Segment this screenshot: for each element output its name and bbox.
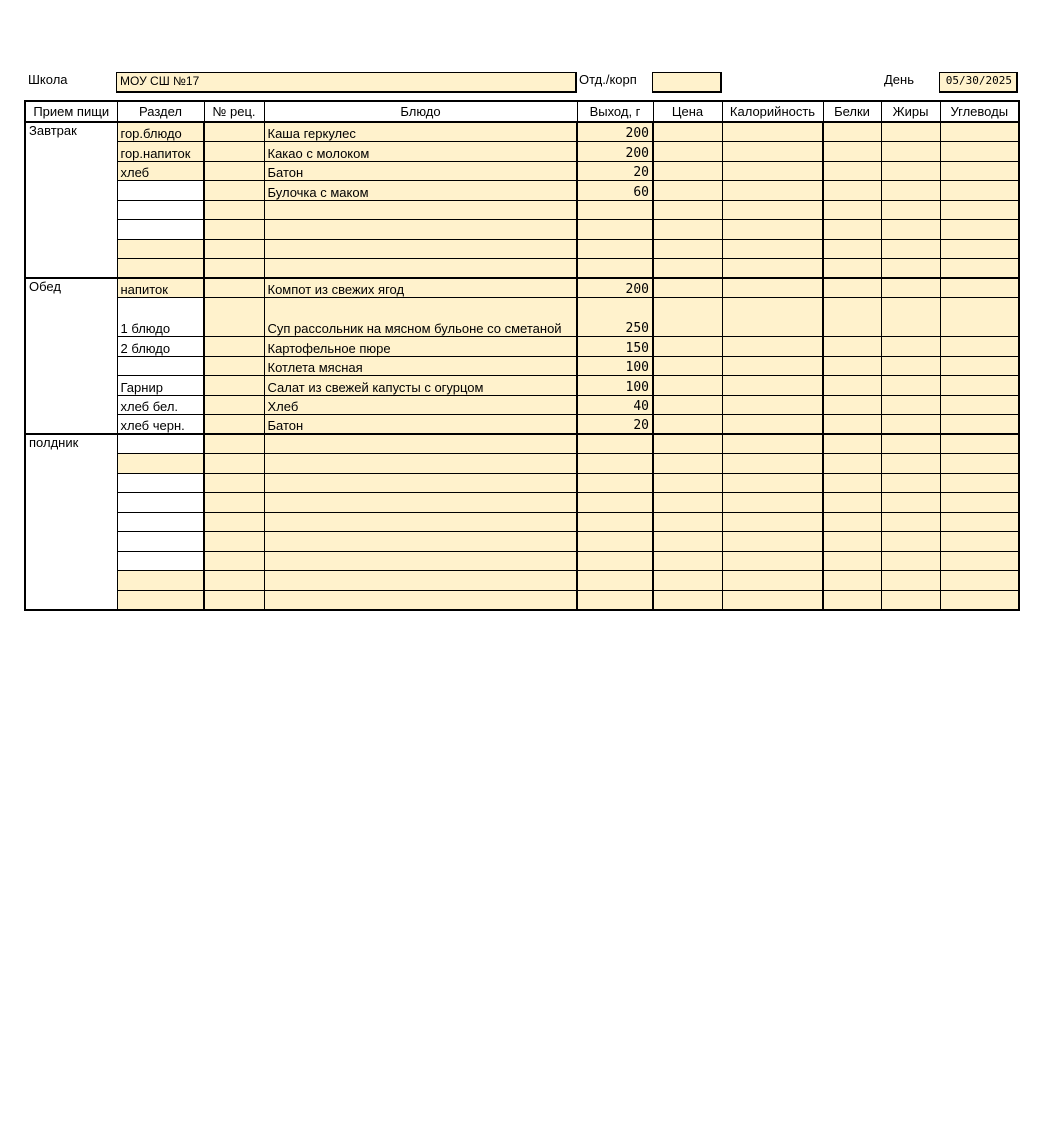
section-cell[interactable]: Гарнир [117, 376, 204, 396]
carbs-cell[interactable] [940, 590, 1019, 610]
section-cell[interactable]: хлеб черн. [117, 415, 204, 435]
section-cell[interactable]: хлеб бел. [117, 395, 204, 415]
calories-cell[interactable] [722, 181, 823, 201]
price-cell[interactable] [653, 259, 722, 279]
table-row [25, 259, 1019, 279]
table-row [25, 239, 1019, 259]
price-cell[interactable] [653, 473, 722, 493]
output-cell[interactable] [577, 512, 653, 532]
calories-cell[interactable] [722, 278, 823, 298]
proteins-cell[interactable] [823, 376, 881, 396]
calories-cell[interactable] [722, 142, 823, 162]
recipe-no-cell[interactable] [204, 415, 264, 435]
section-cell[interactable] [117, 434, 204, 454]
section-cell[interactable]: хлеб [117, 161, 204, 181]
col-header-meal: Прием пищи [25, 101, 117, 122]
fats-cell[interactable] [881, 337, 940, 357]
table-row [25, 376, 1019, 396]
fats-cell[interactable] [881, 532, 940, 552]
output-cell[interactable] [577, 590, 653, 610]
proteins-cell[interactable] [823, 434, 881, 454]
recipe-no-cell[interactable] [204, 161, 264, 181]
recipe-no-cell[interactable] [204, 571, 264, 591]
carbs-cell[interactable] [940, 415, 1019, 435]
carbs-cell[interactable] [940, 376, 1019, 396]
calories-cell[interactable] [722, 551, 823, 571]
output-cell[interactable]: 20 [577, 415, 653, 435]
recipe-no-cell[interactable] [204, 220, 264, 240]
fats-cell[interactable] [881, 220, 940, 240]
proteins-cell[interactable] [823, 473, 881, 493]
dish-cell[interactable] [264, 532, 577, 552]
table-row [25, 493, 1019, 513]
fats-cell[interactable] [881, 356, 940, 376]
recipe-no-cell[interactable] [204, 512, 264, 532]
carbs-cell[interactable] [940, 259, 1019, 279]
calories-cell[interactable] [722, 122, 823, 142]
table-row [25, 161, 1019, 181]
fats-cell[interactable] [881, 415, 940, 435]
dish-cell[interactable]: Хлеб [264, 395, 577, 415]
calories-cell[interactable] [722, 200, 823, 220]
carbs-cell[interactable] [940, 298, 1019, 337]
proteins-cell[interactable] [823, 278, 881, 298]
proteins-cell[interactable] [823, 200, 881, 220]
col-header-dish: Блюдо [264, 101, 577, 122]
section-cell[interactable] [117, 239, 204, 259]
output-cell[interactable] [577, 239, 653, 259]
table-row [25, 571, 1019, 591]
calories-cell[interactable] [722, 434, 823, 454]
table-row [25, 122, 1019, 142]
output-cell[interactable] [577, 532, 653, 552]
dept-label: Отд./корп [579, 72, 637, 87]
recipe-no-cell[interactable] [204, 454, 264, 474]
carbs-cell[interactable] [940, 571, 1019, 591]
col-header-proteins: Белки [823, 101, 881, 122]
table-row [25, 532, 1019, 552]
proteins-cell[interactable] [823, 161, 881, 181]
table-row [25, 473, 1019, 493]
table-row [25, 220, 1019, 240]
table-row [25, 298, 1019, 337]
section-cell[interactable]: гор.напиток [117, 142, 204, 162]
carbs-cell[interactable] [940, 181, 1019, 201]
school-label: Школа [28, 72, 68, 87]
col-header-price: Цена [653, 101, 722, 122]
table-row [25, 415, 1019, 435]
fats-cell[interactable] [881, 571, 940, 591]
price-cell[interactable] [653, 493, 722, 513]
recipe-no-cell[interactable] [204, 356, 264, 376]
fats-cell[interactable] [881, 434, 940, 454]
table-row [25, 278, 1019, 298]
output-cell[interactable] [577, 551, 653, 571]
dish-cell[interactable]: Какао с молоком [264, 142, 577, 162]
price-cell[interactable] [653, 298, 722, 337]
proteins-cell[interactable] [823, 142, 881, 162]
fats-cell[interactable] [881, 142, 940, 162]
dish-cell[interactable]: Батон [264, 415, 577, 435]
dish-cell[interactable]: Суп рассольник на мясном бульоне со сметаной [264, 298, 577, 337]
recipe-no-cell[interactable] [204, 395, 264, 415]
output-cell[interactable]: 40 [577, 395, 653, 415]
proteins-cell[interactable] [823, 259, 881, 279]
section-cell[interactable] [117, 454, 204, 474]
section-cell[interactable] [117, 532, 204, 552]
proteins-cell[interactable] [823, 571, 881, 591]
carbs-cell[interactable] [940, 454, 1019, 474]
price-cell[interactable] [653, 376, 722, 396]
table-row [25, 551, 1019, 571]
col-header-section: Раздел [117, 101, 204, 122]
section-cell[interactable] [117, 220, 204, 240]
proteins-cell[interactable] [823, 356, 881, 376]
dish-cell[interactable]: Салат из свежей капусты с огурцом [264, 376, 577, 396]
output-cell[interactable] [577, 571, 653, 591]
price-cell[interactable] [653, 220, 722, 240]
col-header-carbs: Углеводы [940, 101, 1019, 122]
carbs-cell[interactable] [940, 239, 1019, 259]
carbs-cell[interactable] [940, 356, 1019, 376]
output-cell[interactable] [577, 434, 653, 454]
recipe-no-cell[interactable] [204, 122, 264, 142]
fats-cell[interactable] [881, 473, 940, 493]
carbs-cell[interactable] [940, 512, 1019, 532]
table-row [25, 200, 1019, 220]
price-cell[interactable] [653, 434, 722, 454]
price-cell[interactable] [653, 200, 722, 220]
carbs-cell[interactable] [940, 220, 1019, 240]
calories-cell[interactable] [722, 473, 823, 493]
output-cell[interactable] [577, 259, 653, 279]
col-header-output: Выход, г [577, 101, 653, 122]
dish-cell[interactable] [264, 493, 577, 513]
price-cell[interactable] [653, 395, 722, 415]
price-cell[interactable] [653, 337, 722, 357]
output-cell[interactable]: 100 [577, 356, 653, 376]
calories-cell[interactable] [722, 337, 823, 357]
dish-cell[interactable]: Каша геркулес [264, 122, 577, 142]
price-cell[interactable] [653, 181, 722, 201]
recipe-no-cell[interactable] [204, 551, 264, 571]
dish-cell[interactable] [264, 220, 577, 240]
table-row [25, 590, 1019, 610]
output-cell[interactable]: 150 [577, 337, 653, 357]
price-cell[interactable] [653, 278, 722, 298]
price-cell[interactable] [653, 122, 722, 142]
output-cell[interactable]: 200 [577, 142, 653, 162]
price-cell[interactable] [653, 512, 722, 532]
calories-cell[interactable] [722, 454, 823, 474]
section-cell[interactable]: напиток [117, 278, 204, 298]
table-row [25, 337, 1019, 357]
carbs-cell[interactable] [940, 278, 1019, 298]
output-cell[interactable] [577, 493, 653, 513]
carbs-cell[interactable] [940, 142, 1019, 162]
table-row [25, 181, 1019, 201]
day-label: День [884, 72, 914, 87]
price-cell[interactable] [653, 590, 722, 610]
recipe-no-cell[interactable] [204, 376, 264, 396]
menu-table [24, 100, 1020, 611]
calories-cell[interactable] [722, 161, 823, 181]
fats-cell[interactable] [881, 278, 940, 298]
price-cell[interactable] [653, 454, 722, 474]
calories-cell[interactable] [722, 493, 823, 513]
dept-field[interactable] [652, 72, 722, 93]
table-row [25, 434, 1019, 454]
proteins-cell[interactable] [823, 590, 881, 610]
section-cell[interactable] [117, 200, 204, 220]
section-cell[interactable] [117, 551, 204, 571]
calories-cell[interactable] [722, 590, 823, 610]
fats-cell[interactable] [881, 376, 940, 396]
fats-cell[interactable] [881, 395, 940, 415]
fats-cell[interactable] [881, 298, 940, 337]
output-cell[interactable]: 200 [577, 278, 653, 298]
carbs-cell[interactable] [940, 161, 1019, 181]
col-header-calories: Калорийность [722, 101, 823, 122]
output-cell[interactable]: 100 [577, 376, 653, 396]
dish-cell[interactable] [264, 434, 577, 454]
proteins-cell[interactable] [823, 122, 881, 142]
section-cell[interactable] [117, 259, 204, 279]
carbs-cell[interactable] [940, 434, 1019, 454]
carbs-cell[interactable] [940, 122, 1019, 142]
output-cell[interactable] [577, 454, 653, 474]
carbs-cell[interactable] [940, 200, 1019, 220]
section-cell[interactable] [117, 512, 204, 532]
meal-name-cell: Завтрак [25, 122, 117, 278]
meal-name-cell: Обед [25, 278, 117, 434]
output-cell[interactable] [577, 220, 653, 240]
section-cell[interactable] [117, 473, 204, 493]
recipe-no-cell[interactable] [204, 493, 264, 513]
meal-name-cell: полдник [25, 434, 117, 610]
dish-cell[interactable] [264, 259, 577, 279]
carbs-cell[interactable] [940, 551, 1019, 571]
section-cell[interactable] [117, 590, 204, 610]
proteins-cell[interactable] [823, 298, 881, 337]
proteins-cell[interactable] [823, 512, 881, 532]
fats-cell[interactable] [881, 590, 940, 610]
section-cell[interactable] [117, 493, 204, 513]
carbs-cell[interactable] [940, 532, 1019, 552]
price-cell[interactable] [653, 571, 722, 591]
section-cell[interactable]: 2 блюдо [117, 337, 204, 357]
proteins-cell[interactable] [823, 181, 881, 201]
dish-cell[interactable]: Булочка с маком [264, 181, 577, 201]
calories-cell[interactable] [722, 298, 823, 337]
calories-cell[interactable] [722, 220, 823, 240]
proteins-cell[interactable] [823, 493, 881, 513]
fats-cell[interactable] [881, 122, 940, 142]
dish-cell[interactable] [264, 200, 577, 220]
recipe-no-cell[interactable] [204, 434, 264, 454]
output-cell[interactable]: 60 [577, 181, 653, 201]
recipe-no-cell[interactable] [204, 200, 264, 220]
output-cell[interactable]: 250 [577, 298, 653, 337]
menu-body [25, 122, 1019, 610]
fats-cell[interactable] [881, 493, 940, 513]
calories-cell[interactable] [722, 571, 823, 591]
dish-cell[interactable] [264, 512, 577, 532]
output-cell[interactable] [577, 473, 653, 493]
output-cell[interactable]: 200 [577, 122, 653, 142]
recipe-no-cell[interactable] [204, 473, 264, 493]
dish-cell[interactable]: Компот из свежих ягод [264, 278, 577, 298]
col-header-recipe-no: № рец. [204, 101, 264, 122]
price-cell[interactable] [653, 532, 722, 552]
proteins-cell[interactable] [823, 239, 881, 259]
recipe-no-cell[interactable] [204, 181, 264, 201]
fats-cell[interactable] [881, 551, 940, 571]
table-row [25, 356, 1019, 376]
output-cell[interactable]: 20 [577, 161, 653, 181]
dish-cell[interactable] [264, 551, 577, 571]
price-cell[interactable] [653, 415, 722, 435]
table-row [25, 454, 1019, 474]
fats-cell[interactable] [881, 239, 940, 259]
fats-cell[interactable] [881, 161, 940, 181]
fats-cell[interactable] [881, 512, 940, 532]
proteins-cell[interactable] [823, 532, 881, 552]
dish-cell[interactable]: Котлета мясная [264, 356, 577, 376]
dish-cell[interactable] [264, 571, 577, 591]
proteins-cell[interactable] [823, 551, 881, 571]
fats-cell[interactable] [881, 200, 940, 220]
carbs-cell[interactable] [940, 473, 1019, 493]
section-cell[interactable]: гор.блюдо [117, 122, 204, 142]
dish-cell[interactable] [264, 454, 577, 474]
calories-cell[interactable] [722, 356, 823, 376]
calories-cell[interactable] [722, 259, 823, 279]
recipe-no-cell[interactable] [204, 337, 264, 357]
section-cell[interactable]: 1 блюдо [117, 298, 204, 337]
col-header-fats: Жиры [881, 101, 940, 122]
section-cell[interactable] [117, 356, 204, 376]
table-row [25, 142, 1019, 162]
calories-cell[interactable] [722, 532, 823, 552]
carbs-cell[interactable] [940, 395, 1019, 415]
calories-cell[interactable] [722, 239, 823, 259]
dish-cell[interactable] [264, 239, 577, 259]
school-field[interactable]: МОУ СШ №17 [116, 72, 577, 93]
fats-cell[interactable] [881, 454, 940, 474]
dish-cell[interactable]: Картофельное пюре [264, 337, 577, 357]
dish-cell[interactable] [264, 473, 577, 493]
proteins-cell[interactable] [823, 395, 881, 415]
recipe-no-cell[interactable] [204, 142, 264, 162]
carbs-cell[interactable] [940, 337, 1019, 357]
fats-cell[interactable] [881, 181, 940, 201]
calories-cell[interactable] [722, 395, 823, 415]
calories-cell[interactable] [722, 512, 823, 532]
fats-cell[interactable] [881, 259, 940, 279]
section-cell[interactable] [117, 181, 204, 201]
recipe-no-cell[interactable] [204, 590, 264, 610]
header-row [25, 101, 1019, 122]
output-cell[interactable] [577, 200, 653, 220]
proteins-cell[interactable] [823, 220, 881, 240]
recipe-no-cell[interactable] [204, 259, 264, 279]
price-cell[interactable] [653, 161, 722, 181]
calories-cell[interactable] [722, 376, 823, 396]
carbs-cell[interactable] [940, 493, 1019, 513]
proteins-cell[interactable] [823, 415, 881, 435]
proteins-cell[interactable] [823, 454, 881, 474]
recipe-no-cell[interactable] [204, 278, 264, 298]
recipe-no-cell[interactable] [204, 532, 264, 552]
day-field[interactable]: 05/30/2025 [939, 72, 1018, 93]
section-cell[interactable] [117, 571, 204, 591]
price-cell[interactable] [653, 142, 722, 162]
table-row [25, 512, 1019, 532]
recipe-no-cell[interactable] [204, 298, 264, 337]
proteins-cell[interactable] [823, 337, 881, 357]
price-cell[interactable] [653, 551, 722, 571]
calories-cell[interactable] [722, 415, 823, 435]
price-cell[interactable] [653, 239, 722, 259]
dish-cell[interactable]: Батон [264, 161, 577, 181]
recipe-no-cell[interactable] [204, 239, 264, 259]
table-row [25, 395, 1019, 415]
price-cell[interactable] [653, 356, 722, 376]
dish-cell[interactable] [264, 590, 577, 610]
